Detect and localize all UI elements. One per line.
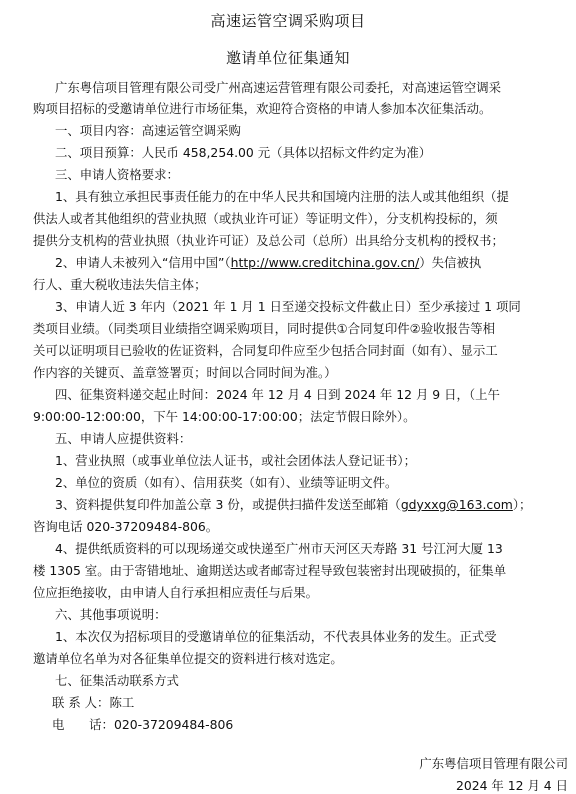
requirement-2-line-1 — [55, 255, 576, 271]
material-4-line-3: 位应拒绝接收，由申请人自行承担相应责任与后果。 — [33, 585, 318, 600]
contact-person: 联 系 人：陈工 — [52, 695, 135, 710]
requirement-1-line-3: 提供分支机构的营业执照（执业许可证）及总公司（总所）出具给分支机构的授权书； — [33, 233, 504, 248]
document-title: 高速运管空调采购项目 — [210, 12, 366, 30]
material-2: 2、单位的资质（如有）、信用获奖（如有）、业绩等证明文件。 — [55, 475, 398, 490]
requirement-1-line-2: 供法人或者其他组织的营业执照（或执业许可证）等证明文件），分支机构投标的，须 — [33, 211, 498, 226]
section-7-heading: 七、征集活动联系方式 — [55, 673, 179, 688]
material-3-line-1 — [55, 497, 576, 513]
requirement-2-text-b: ）失信被执 — [419, 255, 482, 270]
requirement-3-line-4: 作内容的关键页、盖章签署页；时间以合同时间为准。） — [33, 365, 337, 380]
material-3-text-b: ）； — [512, 497, 532, 512]
note-1-line-2: 邀请单位名单为对各征集单位提交的资料进行核对选定。 — [33, 651, 343, 666]
material-1: 1、营业执照（或事业单位法人证书，或社会团体法人登记证书）； — [55, 453, 417, 468]
email-link[interactable]: gdyxxg@163.com — [400, 497, 513, 512]
material-3-text-a: 3、资料提供复印件加盖公章 3 份，或提供扫描件发送至邮箱（ — [55, 497, 401, 512]
requirement-2-text-a: 2、申请人未被列入“信用中国”（ — [55, 255, 231, 270]
signature-company: 广东粤信项目管理有限公司 — [419, 756, 568, 771]
section-5-heading: 五、申请人应提供资料： — [55, 431, 192, 446]
requirement-2-line-2: 行人、重大税收违法失信主体； — [33, 277, 207, 292]
creditchina-link[interactable]: http://www.creditchina.gov.cn/ — [230, 255, 420, 270]
material-4-line-2: 楼 1305 室。由于寄错地址、逾期送达或者邮寄过程导致包装密封出现破损的，征集单 — [33, 563, 507, 578]
section-4-line-2: 9:00:00-12:00:00，下午 14:00:00-17:00:00；法定节假日除外）。 — [33, 409, 416, 424]
intro-line-1: 广东粤信项目管理有限公司受广州高速运营管理有限公司委托，对高速运管空调采 — [55, 80, 502, 95]
requirement-3-line-1: 3、申请人近 3 年内（2021 年 1 月 1 日至递交投标文件截止日）至少承接过 1 项同 — [55, 299, 521, 314]
section-4-line-1: 四、征集资料递交起止时间：2024 年 12 月 4 日到 2024 年 12 月 9 日，（上午 — [55, 387, 500, 402]
requirement-3-line-3: 关可以证明项目已验收的佐证资料，合同复印件应至少包括合同封面（如有）、显示工 — [33, 343, 498, 358]
requirement-3-line-2: 类项目业绩。（同类项目业绩指空调采购项目，同时提供①合同复印件②验收报告等相 — [33, 321, 496, 336]
requirement-1-line-1: 1、具有独立承担民事责任能力的在中华人民共和国境内注册的法人或其他组织（提 — [55, 189, 509, 204]
section-1-project-content: 一、项目内容：高速运管空调采购 — [55, 123, 241, 138]
document-subtitle: 邀请单位征集通知 — [225, 49, 350, 67]
section-3-heading: 三、申请人资格要求： — [55, 167, 179, 182]
contact-phone: 电 话：020-37209484-806 — [52, 717, 234, 732]
intro-line-2: 购项目招标的受邀请单位进行市场征集，欢迎符合资格的申请人参加本次征集活动。 — [33, 101, 492, 116]
section-2-project-budget: 二、项目预算：人民币 458,254.00 元（具体以招标文件约定为准） — [55, 145, 432, 160]
note-1-line-1: 1、本次仅为招标项目的受邀请单位的征集活动，不代表具体业务的发生。正式受 — [55, 629, 497, 644]
material-3-line-2: 咨询电话 020-37209484-806。 — [33, 519, 219, 534]
material-4-line-1: 4、提供纸质资料的可以现场递交或快递至广州市天河区天寿路 31 号江河大厦 13 — [55, 541, 503, 556]
section-6-heading: 六、其他事项说明： — [55, 607, 167, 622]
signature-date: 2024 年 12 月 4 日 — [455, 778, 568, 793]
